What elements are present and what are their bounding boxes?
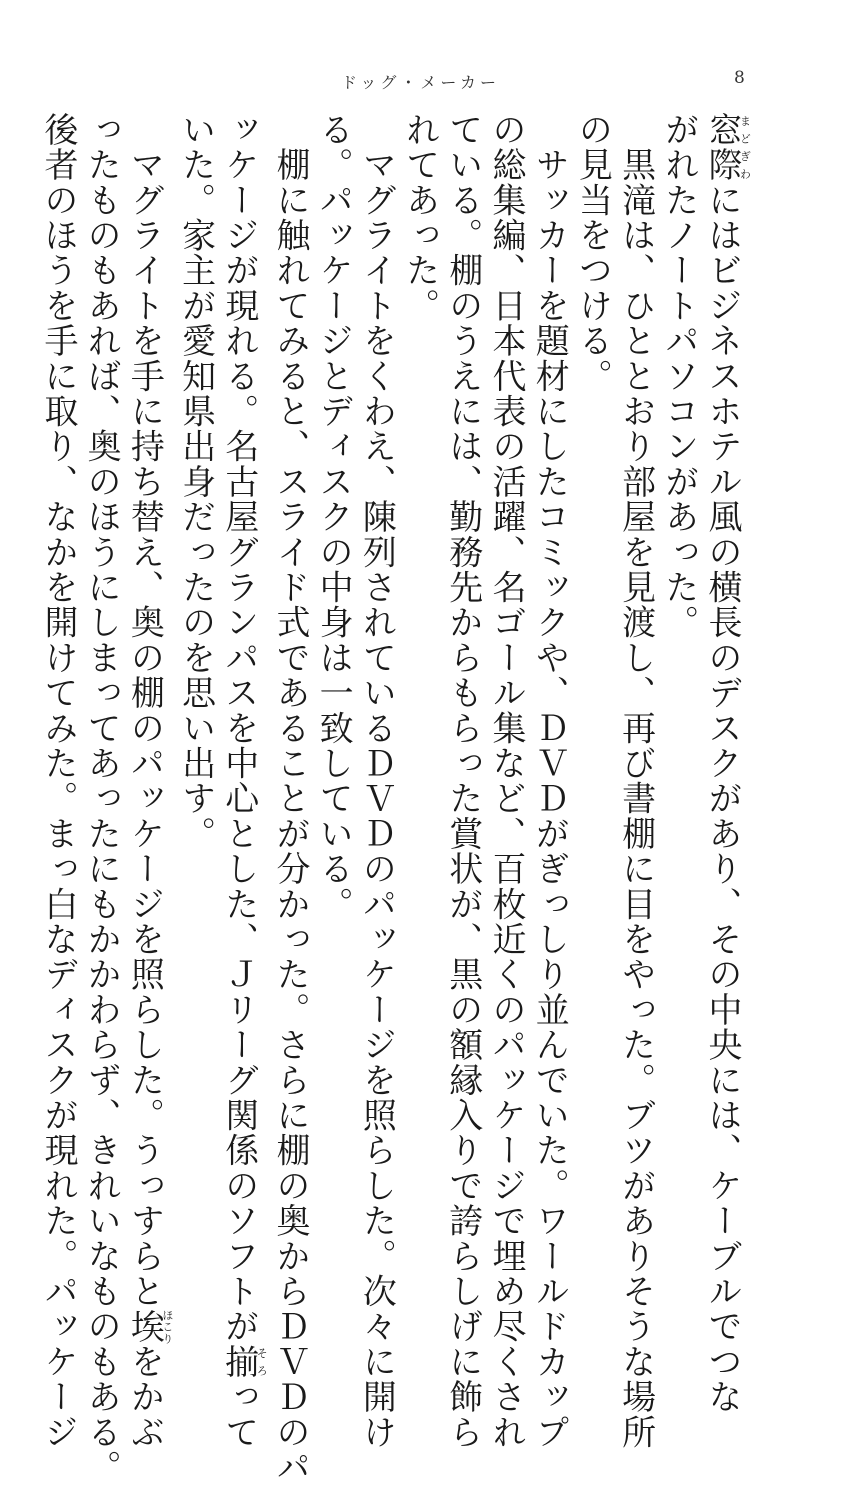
text-line-6: の総集編、日本代表の活躍、名ゴール集など、百枚近くのパッケージで埋め尽くされ — [485, 112, 526, 1450]
running-header-title: ドッグ・メーカー — [340, 73, 501, 92]
text-line-7: ている。棚のうえには、勤務先からもらった賞状が、黒の額縁入りで誇らしげに飾ら — [442, 112, 483, 1450]
page-number: 8 — [734, 68, 745, 88]
text-line-4: の見当をつける。 — [572, 112, 613, 394]
text-line-14: マグライトを手に持ち替え、奥の棚のパッケージを照らした。うっすらと埃ほこりをかぶ — [124, 112, 174, 1450]
text-line-10: る。パッケージとディスクの中身は一致している。 — [313, 112, 354, 922]
text-line-1: 窓際まどぎわにはビジネスホテル風の横長のデスクがあり、その中央には、ケーブルでつな — [702, 112, 752, 1415]
text-line-9: マグライトをくわえ、陳列されているＤＶＤのパッケージを照らした。次々に開け — [356, 112, 397, 1450]
text-line-5: サッカーを題材にしたコミックや、ＤＶＤがぎっしり並んでいた。ワールドカップ — [529, 112, 570, 1450]
text-line-11: 棚に触れてみると、スライド式であることが分かった。さらに棚の奥からＤＶＤのパ — [269, 112, 310, 1485]
ruby-annotation: 窓際まどぎわ — [702, 112, 752, 183]
text-line-2: がれたノートパソコンがあった。 — [658, 112, 699, 640]
text-line-13: いた。家主が愛知県出身だったのを思い出す。 — [175, 112, 216, 852]
text-line-16: 後者のほうを手に取り、なかを開けてみた。まっ白なディスクが現れた。パッケージ — [37, 112, 78, 1450]
vertical-text-body — [36, 112, 752, 1485]
text-line-12: ッケージが現れる。名古屋グランパスを中心とした、Ｊリーグ関係のソフトが揃そろって — [218, 112, 269, 1450]
text-line-15: ったものもあれば、奥のほうにしまってあったにもかかわらず、きれいなものもある。 — [81, 112, 122, 1485]
ruby-annotation: 埃ほこり — [124, 1308, 174, 1345]
ruby-annotation: 揃そろ — [218, 1344, 269, 1380]
text-line-8: れてあった。 — [399, 112, 440, 324]
text-line-3: 黒滝は、ひととおり部屋を見渡し、再び書棚に目をやった。ブツがありそうな場所 — [615, 112, 656, 1450]
